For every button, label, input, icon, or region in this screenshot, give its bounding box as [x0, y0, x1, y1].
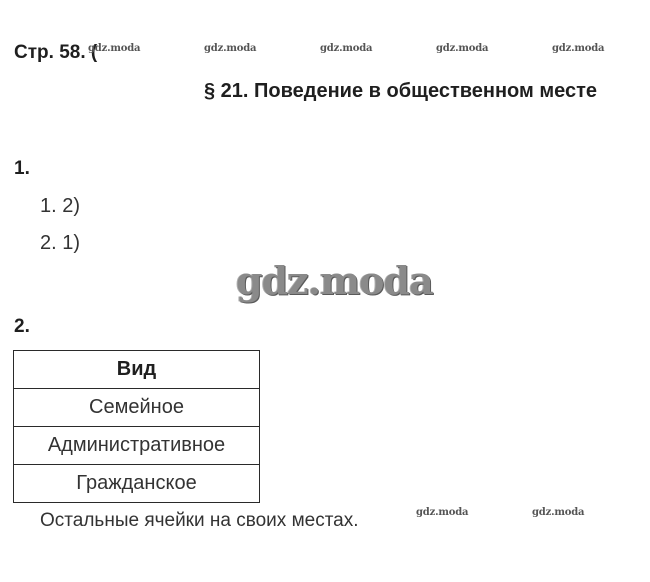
task-1-answer-1: 1. 2)	[40, 195, 81, 217]
task-1-answer-2: 2. 1)	[40, 232, 81, 254]
kind-table	[13, 350, 260, 503]
table-cell: Административное	[14, 427, 260, 465]
watermark: gdz.moda	[552, 43, 605, 54]
table-row	[14, 389, 260, 427]
table-cell: Семейное	[14, 389, 260, 427]
task-2-note: Остальные ячейки на своих местах.	[40, 510, 359, 531]
watermark-large: gdz.moda	[236, 258, 433, 303]
table-header-cell: Вид	[14, 351, 260, 389]
task-1-number: 1.	[14, 158, 30, 179]
table-row	[14, 465, 260, 503]
table-header-row	[14, 351, 260, 389]
watermark: gdz.moda	[320, 43, 373, 54]
table-cell: Гражданское	[14, 465, 260, 503]
watermark: gdz.moda	[532, 507, 585, 518]
page-label: Стр. 58. (	[14, 42, 98, 63]
task-2-number: 2.	[14, 316, 30, 337]
watermark: gdz.moda	[88, 43, 141, 54]
section-heading: § 21. Поведение в общественном месте	[204, 80, 598, 102]
table-row	[14, 427, 260, 465]
watermark: gdz.moda	[416, 507, 469, 518]
watermark: gdz.moda	[436, 43, 489, 54]
watermark: gdz.moda	[204, 43, 257, 54]
